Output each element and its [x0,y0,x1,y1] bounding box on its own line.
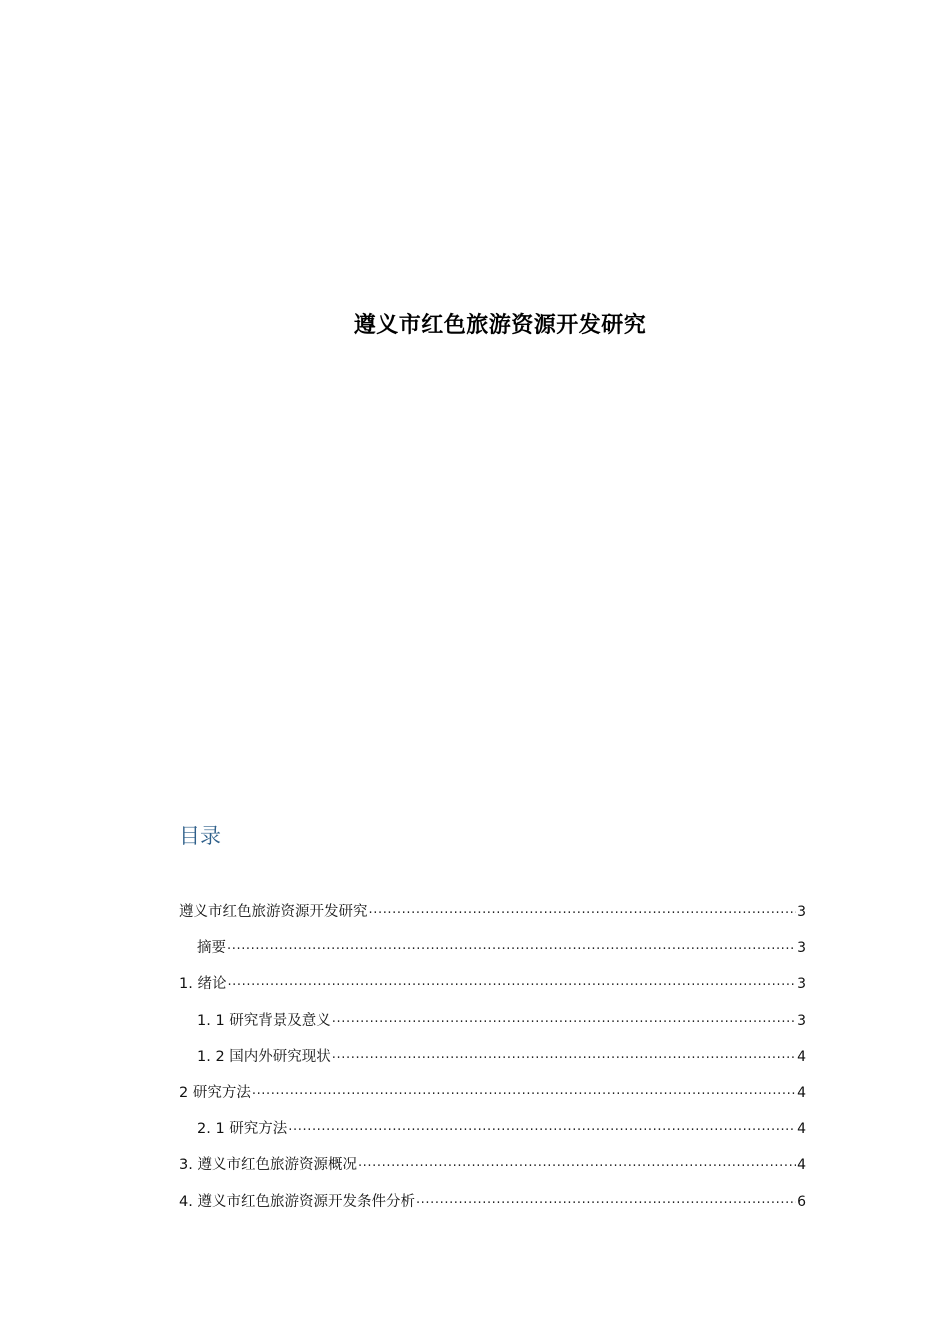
toc-entry[interactable] [179,1009,806,1045]
toc-entry-label: 1. 1 研究背景及意义 [197,1012,331,1029]
toc-entry-label: 遵义市红色旅游资源开发研究 [179,904,368,920]
toc-entry[interactable] [179,900,806,936]
toc-leader-dots [332,1046,796,1061]
toc-leader-dots [227,938,796,953]
toc-leader-dots [288,1119,796,1134]
toc-page-number: 4 [797,1048,806,1065]
toc-entry-label: 摘要 [197,940,226,957]
toc-heading: 目录 [179,824,221,848]
toc-entry[interactable] [179,1045,806,1081]
toc-entry[interactable] [179,1190,806,1226]
toc-leader-dots [252,1082,796,1097]
toc-page-number: 4 [797,1121,806,1138]
toc-leader-dots [416,1191,796,1206]
toc-entry[interactable] [179,1081,806,1117]
toc-leader-dots [227,974,796,989]
toc-page-number: 3 [797,904,806,920]
toc-page-number: 4 [797,1084,806,1101]
toc-leader-dots [369,902,797,917]
toc-page-number: 4 [797,1157,806,1174]
toc-entry[interactable] [179,972,806,1008]
toc-entry-label: 4. 遵义市红色旅游资源开发条件分析 [179,1193,415,1210]
toc-entry-label: 3. 遵义市红色旅游资源概况 [179,1157,357,1174]
toc-entry-label: 2. 1 研究方法 [197,1121,288,1138]
toc-page-number: 3 [797,940,806,957]
toc-entry[interactable] [179,936,806,972]
toc-entry[interactable] [179,1153,806,1189]
toc-page-number: 3 [797,1012,806,1029]
document-title: 遵义市红色旅游资源开发研究 [353,313,647,338]
toc-entry[interactable] [179,1117,806,1153]
toc-entry-label: 2 研究方法 [179,1084,251,1101]
table-of-contents [179,900,806,1226]
toc-page-number: 3 [797,976,806,993]
toc-entry-label: 1. 绪论 [179,976,227,993]
toc-page-number: 6 [797,1193,806,1210]
toc-leader-dots [358,1155,796,1170]
toc-leader-dots [332,1010,796,1025]
toc-entry-label: 1. 2 国内外研究现状 [197,1048,331,1065]
